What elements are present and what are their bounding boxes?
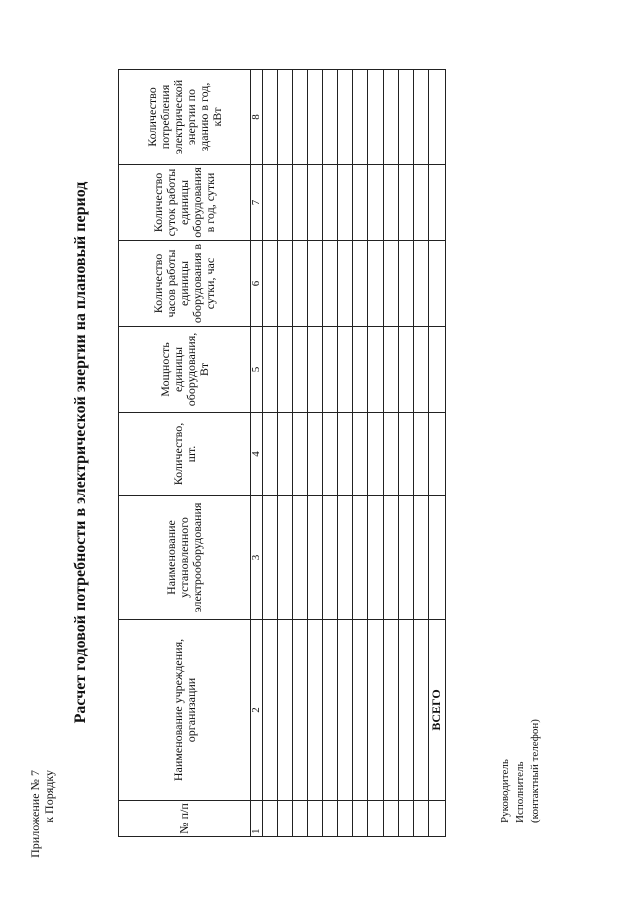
table-cell bbox=[323, 327, 338, 413]
table-cell bbox=[278, 70, 293, 165]
table-cell bbox=[293, 241, 308, 327]
appendix-reference: к Порядку bbox=[42, 770, 56, 823]
appendix-number: Приложение № 7 bbox=[28, 770, 42, 858]
table-cell bbox=[428, 241, 445, 327]
table-cell bbox=[398, 496, 413, 620]
table-cell bbox=[323, 620, 338, 801]
table-cell bbox=[308, 801, 323, 837]
column-number: 7 bbox=[251, 165, 263, 241]
table-cell bbox=[263, 165, 278, 241]
energy-table bbox=[118, 69, 446, 837]
table-cell bbox=[323, 801, 338, 837]
table-cell bbox=[353, 327, 368, 413]
table-body bbox=[263, 70, 446, 837]
document-title: Расчет годовой потребности в электрической энергии на плановый период bbox=[72, 181, 89, 724]
table-cell bbox=[398, 241, 413, 327]
table-row bbox=[398, 70, 413, 837]
table-cell bbox=[263, 620, 278, 801]
table-cell bbox=[338, 413, 353, 496]
table-cell bbox=[263, 70, 278, 165]
table-cell bbox=[383, 327, 398, 413]
table-row bbox=[368, 70, 383, 837]
table-cell bbox=[293, 801, 308, 837]
table-cell bbox=[428, 413, 445, 496]
table-cell bbox=[293, 496, 308, 620]
total-row bbox=[428, 70, 445, 837]
table-cell bbox=[338, 70, 353, 165]
table-cell bbox=[308, 620, 323, 801]
table-cell bbox=[368, 620, 383, 801]
table-cell bbox=[278, 496, 293, 620]
table-cell bbox=[368, 241, 383, 327]
table-cell bbox=[428, 496, 445, 620]
table-cell bbox=[293, 327, 308, 413]
table-cell bbox=[383, 496, 398, 620]
table-cell bbox=[383, 413, 398, 496]
table-cell bbox=[383, 70, 398, 165]
table-cell bbox=[263, 327, 278, 413]
column-number-row bbox=[251, 70, 263, 837]
table-cell bbox=[398, 70, 413, 165]
table-row bbox=[293, 70, 308, 837]
table-row bbox=[353, 70, 368, 837]
table-cell bbox=[428, 70, 445, 165]
table-cell bbox=[383, 241, 398, 327]
table-row bbox=[323, 70, 338, 837]
table-cell bbox=[428, 165, 445, 241]
table-cell bbox=[428, 801, 445, 837]
table-cell bbox=[278, 241, 293, 327]
table-cell bbox=[293, 70, 308, 165]
table-cell bbox=[413, 327, 428, 413]
table-cell bbox=[398, 620, 413, 801]
table-cell bbox=[308, 496, 323, 620]
table-cell bbox=[323, 241, 338, 327]
column-number: 8 bbox=[251, 70, 263, 165]
table-cell bbox=[338, 165, 353, 241]
appendix-note bbox=[28, 770, 56, 858]
table-cell bbox=[278, 165, 293, 241]
column-number: 4 bbox=[251, 413, 263, 496]
table-cell bbox=[338, 496, 353, 620]
table-cell bbox=[338, 620, 353, 801]
table-header-row bbox=[119, 70, 251, 837]
table-cell bbox=[368, 413, 383, 496]
table-cell bbox=[353, 801, 368, 837]
column-header: Мощность единицы оборудования, Вт bbox=[119, 327, 251, 413]
table-cell bbox=[263, 496, 278, 620]
table-cell bbox=[368, 70, 383, 165]
table-cell bbox=[383, 620, 398, 801]
table-cell bbox=[338, 241, 353, 327]
table-row bbox=[383, 70, 398, 837]
table-cell bbox=[353, 241, 368, 327]
column-header: Количество часов работы единицы оборудования в сутки, час bbox=[119, 241, 251, 327]
column-header: Количество суток работы единицы оборудования в год, сутки bbox=[119, 165, 251, 241]
column-header: Наименование установленного электрооборудования bbox=[119, 496, 251, 620]
table-cell bbox=[338, 327, 353, 413]
column-number: 5 bbox=[251, 327, 263, 413]
column-number: 3 bbox=[251, 496, 263, 620]
column-header: Количество, шт. bbox=[119, 413, 251, 496]
table-cell bbox=[398, 413, 413, 496]
head-label: Руководитель bbox=[499, 759, 511, 823]
table-row bbox=[413, 70, 428, 837]
table-cell bbox=[308, 165, 323, 241]
column-number: 1 bbox=[251, 801, 263, 837]
table-cell bbox=[323, 165, 338, 241]
table-cell bbox=[278, 801, 293, 837]
table-cell bbox=[413, 620, 428, 801]
column-header: № п/п bbox=[119, 801, 251, 837]
table-cell bbox=[353, 413, 368, 496]
table-cell bbox=[308, 413, 323, 496]
table-cell bbox=[323, 496, 338, 620]
table-cell bbox=[353, 70, 368, 165]
table-cell bbox=[413, 413, 428, 496]
table-cell bbox=[428, 327, 445, 413]
table-cell bbox=[278, 620, 293, 801]
table-row bbox=[308, 70, 323, 837]
table-row bbox=[278, 70, 293, 837]
table-cell bbox=[413, 241, 428, 327]
table-cell bbox=[278, 327, 293, 413]
table-cell bbox=[293, 165, 308, 241]
table-cell bbox=[398, 327, 413, 413]
table-cell bbox=[338, 801, 353, 837]
table-cell bbox=[323, 413, 338, 496]
table-cell bbox=[368, 165, 383, 241]
table-cell bbox=[368, 496, 383, 620]
signature-block bbox=[498, 719, 543, 823]
table-cell bbox=[308, 241, 323, 327]
table-cell bbox=[413, 801, 428, 837]
table-cell bbox=[383, 165, 398, 241]
table-row bbox=[263, 70, 278, 837]
table-cell bbox=[353, 496, 368, 620]
table-cell bbox=[413, 165, 428, 241]
table-cell bbox=[308, 327, 323, 413]
column-number: 2 bbox=[251, 620, 263, 801]
table-cell bbox=[293, 620, 308, 801]
table-cell bbox=[413, 70, 428, 165]
table-cell bbox=[293, 413, 308, 496]
table-cell bbox=[323, 70, 338, 165]
executor-label: Исполнитель bbox=[514, 761, 526, 823]
table-cell bbox=[308, 70, 323, 165]
table-cell bbox=[263, 801, 278, 837]
table-cell bbox=[353, 620, 368, 801]
table-cell bbox=[368, 801, 383, 837]
table-cell bbox=[263, 241, 278, 327]
phone-label: (контактный телефон) bbox=[529, 719, 541, 823]
column-header: Количество потребления электрической энергии по зданию в год, кВт bbox=[119, 70, 251, 165]
table-cell bbox=[398, 801, 413, 837]
table-row bbox=[338, 70, 353, 837]
table-cell bbox=[398, 165, 413, 241]
table-cell bbox=[383, 801, 398, 837]
table-cell bbox=[413, 496, 428, 620]
column-number: 6 bbox=[251, 241, 263, 327]
table-cell bbox=[368, 327, 383, 413]
table-cell bbox=[263, 413, 278, 496]
table-cell bbox=[353, 165, 368, 241]
column-header: Наименование учреждения, организации bbox=[119, 620, 251, 801]
table-cell bbox=[278, 413, 293, 496]
total-label: ВСЕГО bbox=[428, 620, 445, 801]
